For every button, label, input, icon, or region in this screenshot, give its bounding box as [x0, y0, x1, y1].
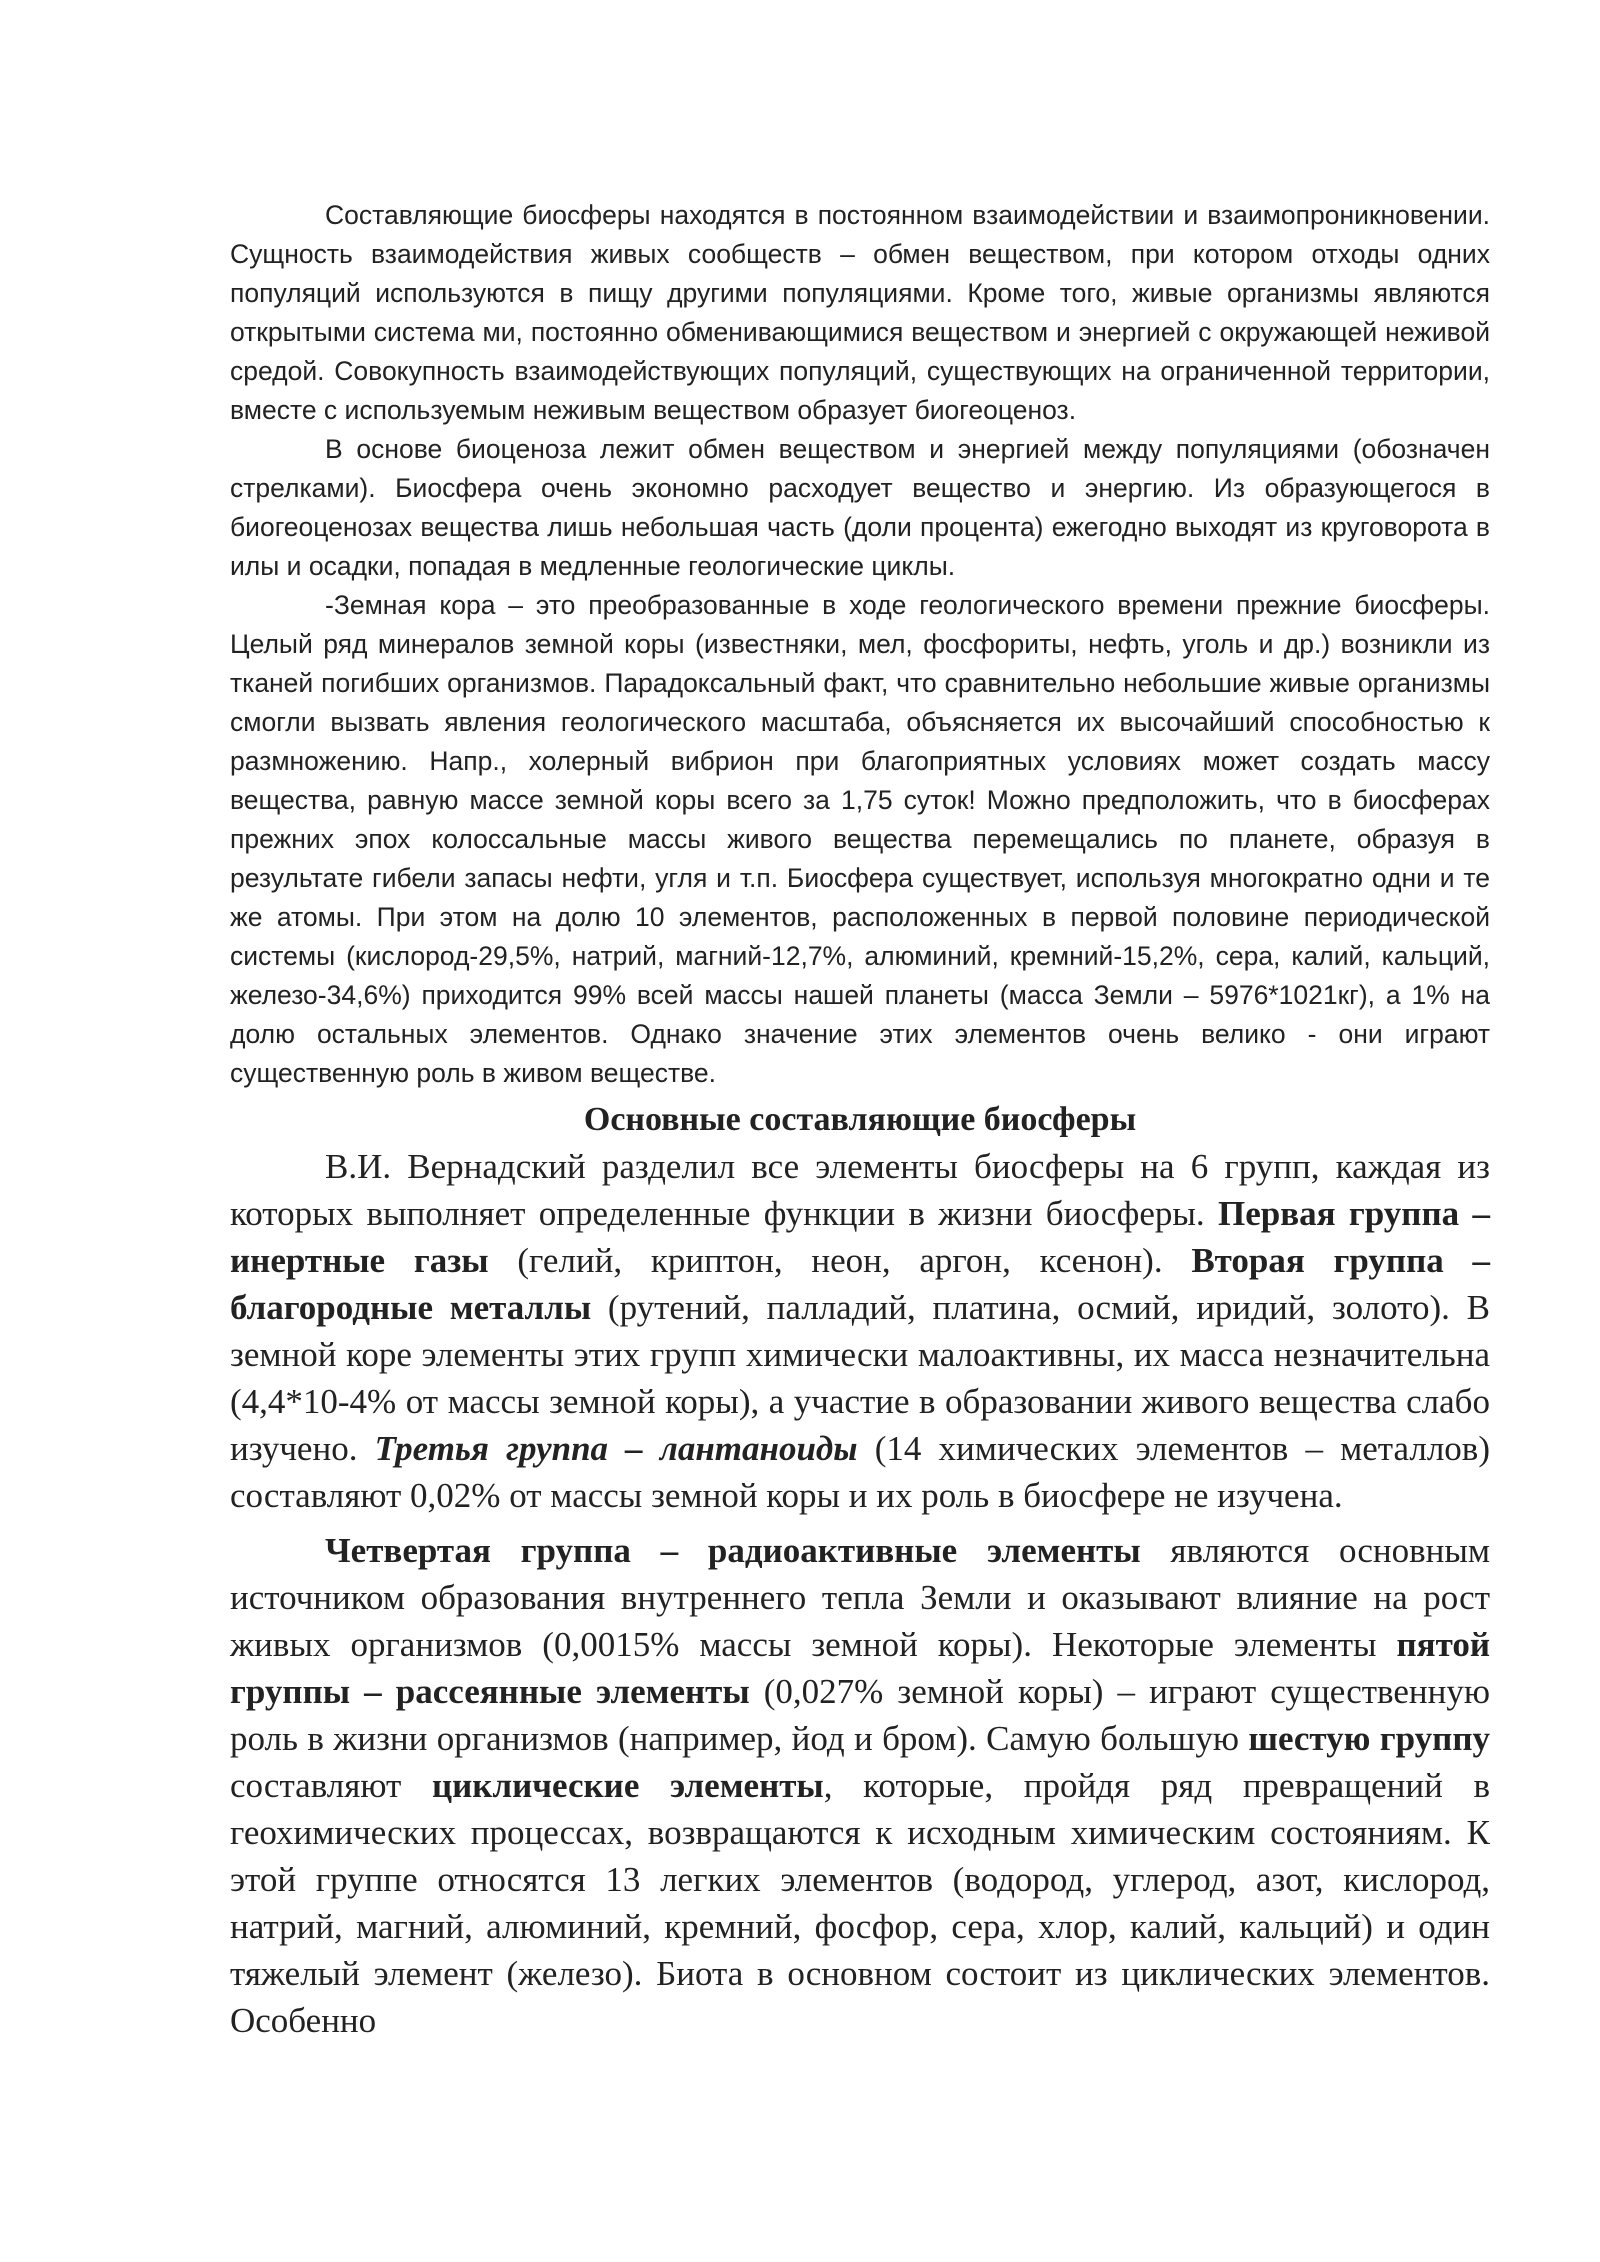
text-span: (0,027% земной коры) – играют существенную роль в жизни организмов (например, йод и бром). Самую большую	[230, 1672, 1490, 1758]
bold-term-sixth-group: шестую группу	[1248, 1719, 1490, 1758]
text-span: являются основным источником образования внутреннего тепла Земли и оказывают влияние на рост живых организмов (0,0015% массы земной коры). Некоторые элементы	[230, 1531, 1491, 1664]
document-page	[230, 196, 1490, 2044]
italic-term: Третья группа – лантаноиды	[374, 1429, 858, 1468]
bold-term-fifth-group: пятой группы – рассеянные элементы	[230, 1625, 1490, 1711]
paragraph-earth-crust: -Земная кора – это преобразованные в ходе геологического времени прежние биосферы. Целый ряд минералов земной коры (известняки, мел, фосфориты, нефть, уголь и др.) возникли из тканей погибших организмов. Парадоксальный факт, что сравнительно небольшие живые организмы смогли вызвать явления геологического масштаба, объясняется их высочайший способностью к размножению. Напр., холерный вибрион при благоприятных условиях может создать массу вещества, равную массе земной коры всего за 1,75 суток! Можно предположить, что в биосферах прежних эпох колоссальные массы живого вещества перемещались по планете, образуя в результате гибели запасы нефти, угля и т.п. Биосфера существует, используя многократно одни и те же атомы. При этом на долю 10 элементов, расположенных в первой половине периодической системы (кислород-29,5%, натрий, магний-12,7%, алюминий, кремний-15,2%, сера, калий, кальций, железо-34,6%) приходится 99% всей массы нашей планеты (масса Земли – 5976*1021кг), а 1% на долю остальных элементов. Однако значение этих элементов очень велико - они играют существенную роль в живом веществе.	[230, 590, 1490, 1088]
paragraph-groups-1	[230, 1143, 1490, 1519]
text-span: (рутений, палладий, платина, осмий, иридий, золото). В земной коре элементы этих групп химически малоактивны, их масса незначительна (4,4*10-4% от массы земной коры), а участие в образовании живого вещества слабо изучено.	[230, 1288, 1490, 1468]
text-span: составляют	[230, 1766, 432, 1805]
bold-term-cyclic-elements: циклические элементы	[431, 1766, 824, 1805]
paragraph-interaction: Составляющие биосферы находятся в постоянном взаимодействии и взаимопроникновении. Сущность взаимодействия живых сообществ – обмен веществом, при котором отходы одних популяций используются в пищу другими популяциями. Кроме того, живые организмы являются открытыми система ми, постоянно обменивающимися веществом и энергией с окружающей неживой средой. Совокупность взаимодействующих популяций, существующих на ограниченной территории, вместе с используемым неживым веществом образует биогеоценоз.	[230, 200, 1490, 425]
text-span: В.И. Вернадский разделил все элементы биосферы на 6 групп, каждая из которых выполняет определенные функции в жизни биосферы.	[230, 1147, 1490, 1233]
bold-term-second-group: Вторая группа – благородные металлы	[230, 1241, 1490, 1327]
bold-term-fourth-group: Четвертая группа – радиоактивные элементы	[325, 1531, 1141, 1570]
text-span: , которые, пройдя ряд превращений в геохимических процессах, возвращаются к исходным химическим состояниям. К этой группе относятся 13 легких элементов (водород, углерод, азот, кислород, натрий, магний, алюминий, кремний, фосфор, сера, хлор, калий, кальций) и один тяжелый элемент (железо). Биота в основном состоит из циклических элементов. Особенно	[230, 1766, 1490, 2040]
paragraph-biocenosis: В основе биоценоза лежит обмен веществом и энергией между популяциями (обозначен стрелками). Биосфера очень экономно расходует вещество и энергию. Из образующегося в биогеоценозах вещества лишь небольшая часть (доли процента) ежегодно выходят из круговорота в илы и осадки, попадая в медленные геологические циклы.	[230, 434, 1490, 581]
bold-italic-term-third-group	[375, 1429, 858, 1468]
text-span: (гелий, криптон, неон, аргон, ксенон).	[488, 1241, 1192, 1280]
text-span: (14 химических элементов – металлов) составляют 0,02% от массы земной коры и их роль в биосфере не изучена.	[230, 1429, 1490, 1515]
section-heading: Основные составляющие биосферы	[583, 1101, 1137, 1138]
bold-term-first-group: Первая группа – инертные газы	[230, 1194, 1490, 1280]
paragraph-groups-2	[230, 1527, 1490, 2044]
